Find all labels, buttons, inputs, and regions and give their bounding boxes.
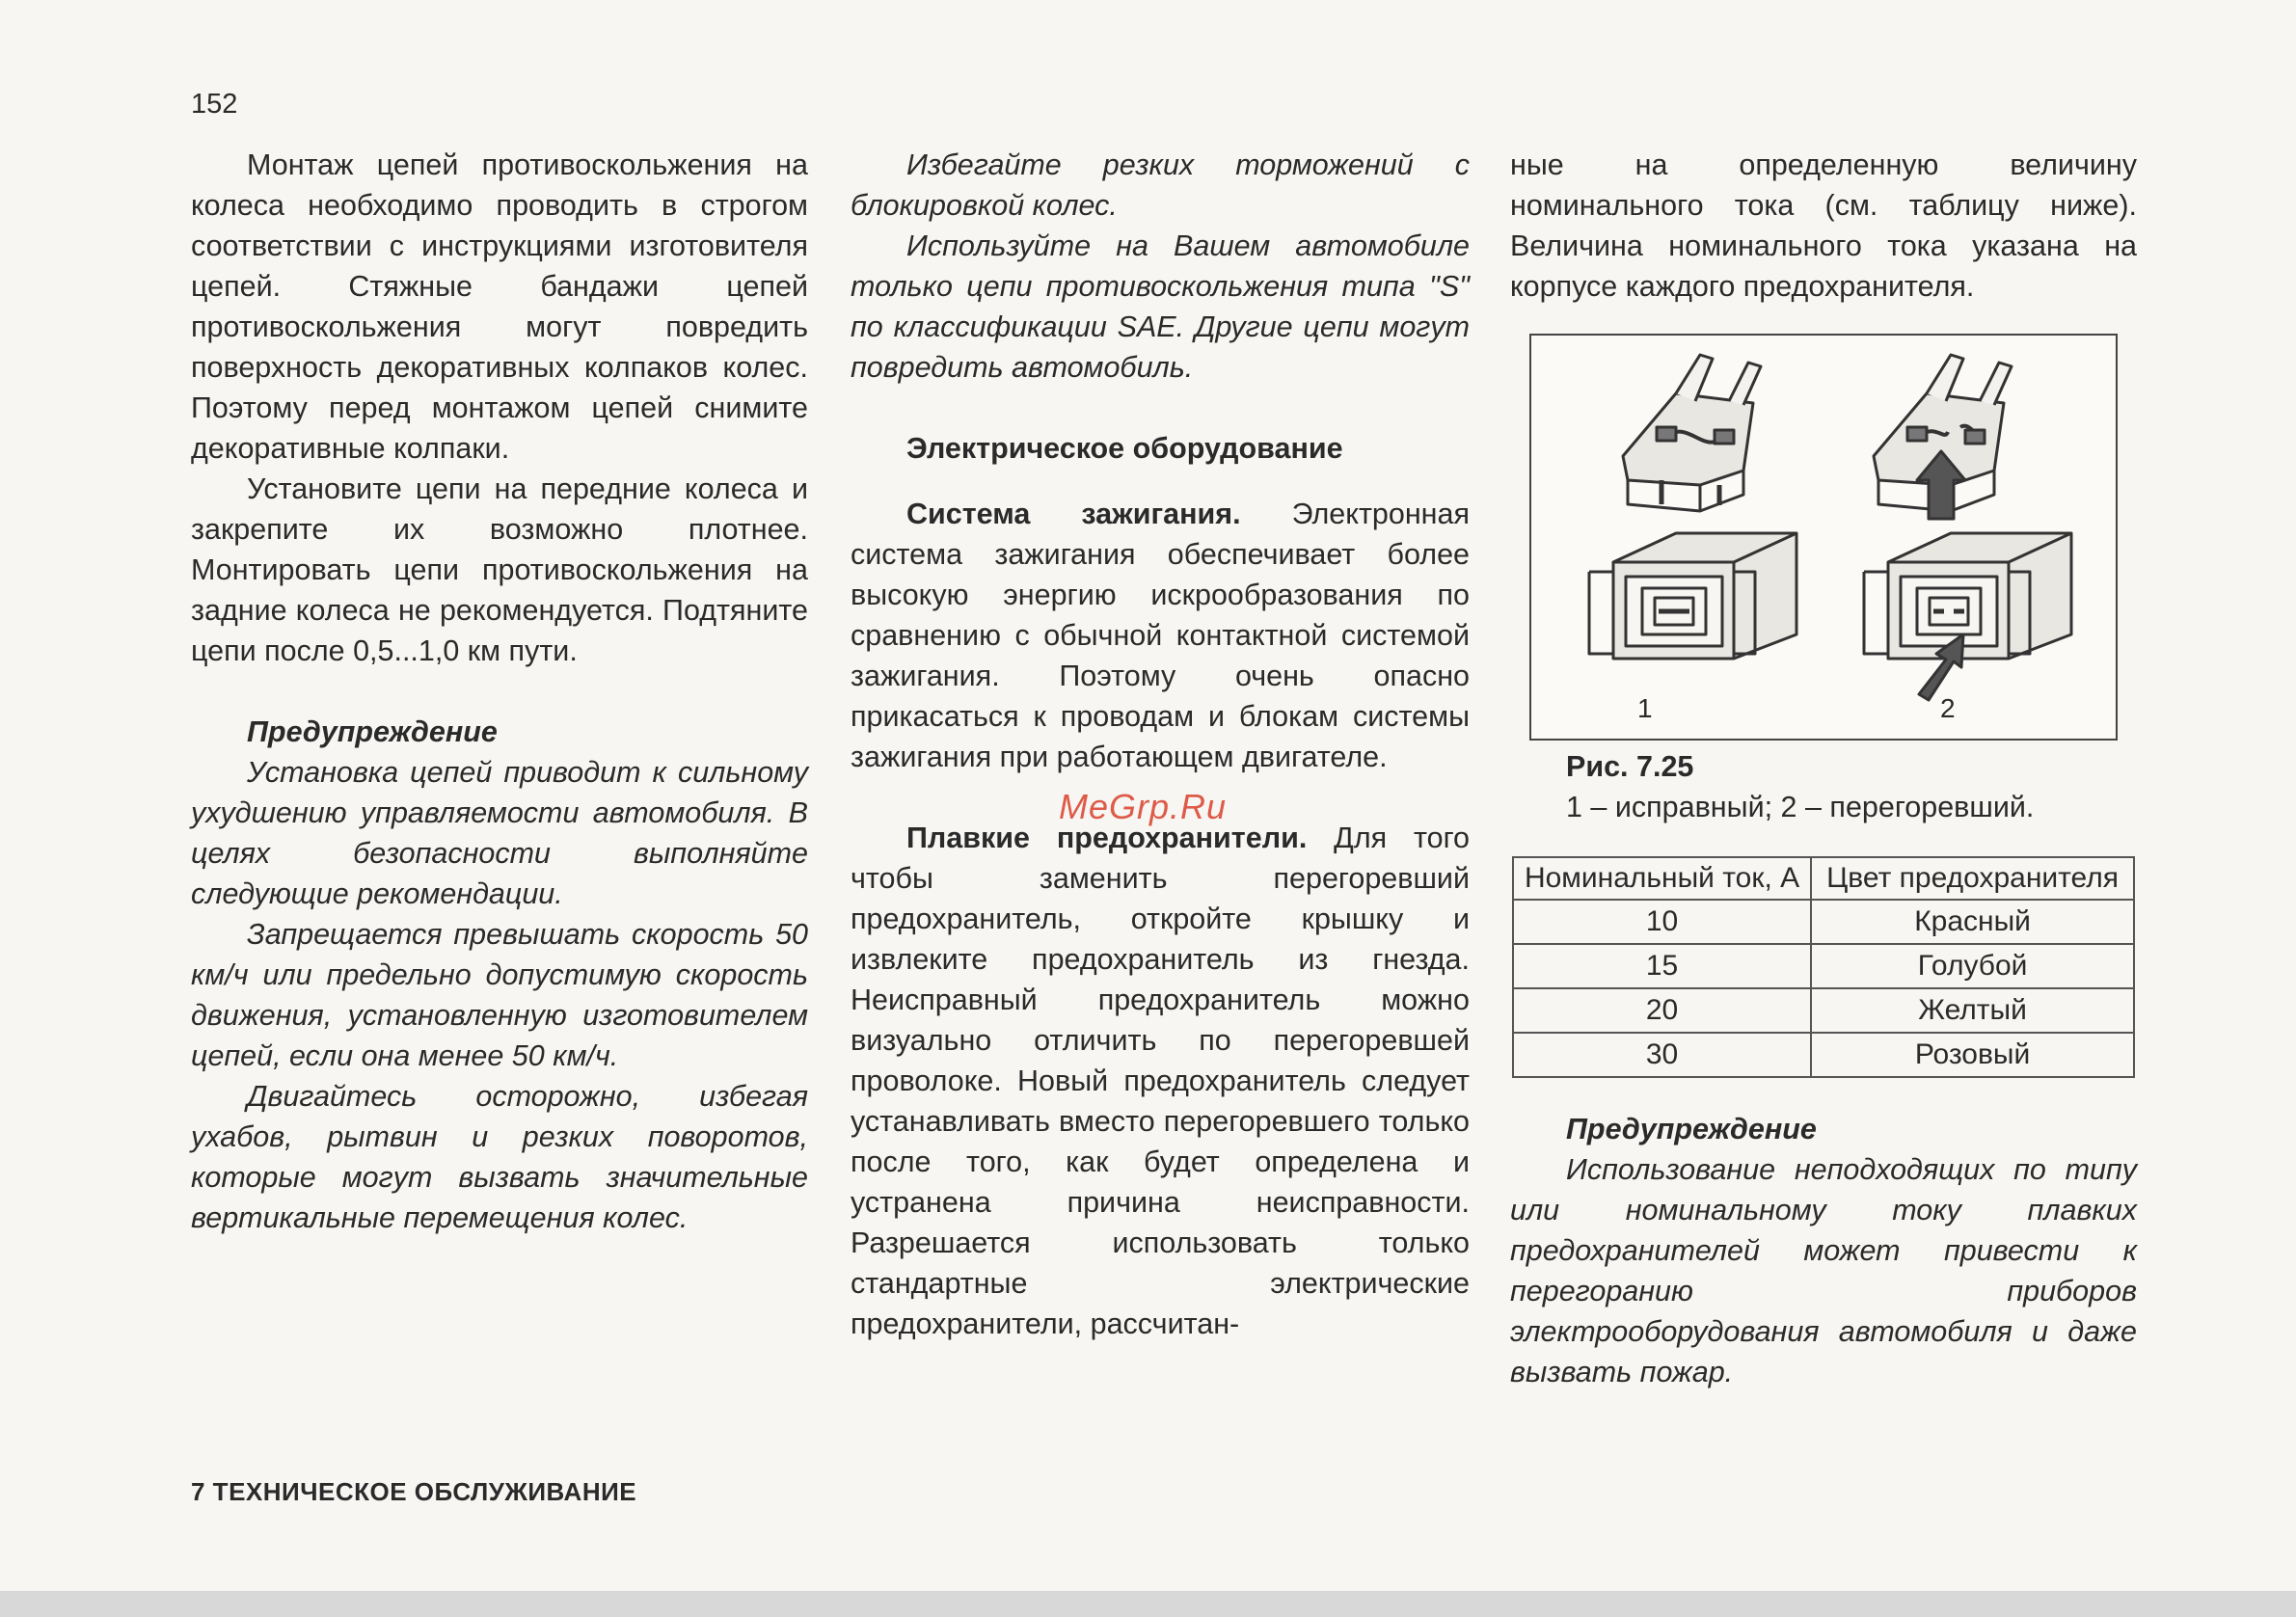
table-header-current: Номинальный ток, А	[1513, 857, 1811, 900]
table-cell-current: 10	[1513, 900, 1811, 944]
fuses-title: Плавкие предохранители.	[906, 822, 1308, 854]
warning-text-3: Двигайтесь осторожно, избегая ухабов, рытвин и резких поворотов, которые могут вызвать значительные вертикальные перемещения колес.	[191, 1080, 808, 1234]
warning-heading-2: Предупреждение	[1566, 1113, 1817, 1145]
table-cell-current: 30	[1513, 1033, 1811, 1077]
table-cell-current: 20	[1513, 988, 1811, 1033]
fuses-text: Для того чтобы заменить перегоревший предохранитель, откройте крышку и извлеките предохранитель из гнезда. Неисправный предохранитель можно визуально отличить по перегоревшей проволоке. Новый предохранитель следует устанавливать вместо перегоревшего только после того, как будет определена и устранена причина неисправности. Разрешается использовать только стандартные электрические предохранители, рассчитан-	[851, 822, 1470, 1340]
fuse-table	[1512, 856, 2135, 1078]
table-row	[1513, 988, 2134, 1033]
warning-text-5: Используйте на Вашем автомобиле только цепи противоскольжения типа "S" по классификации SAE. Другие цепи могут повредить автомобиль.	[851, 229, 1470, 384]
warning-text-1: Установка цепей приводит к сильному ухудшению управляемости автомобиля. В целях безопасности выполняйте следующие рекомендации.	[191, 756, 808, 910]
warning-text-4: Избегайте резких торможений с блокировкой колес.	[851, 148, 1470, 222]
table-row	[1513, 944, 2134, 988]
paragraph-chains-install: Установите цепи на передние колеса и закрепите их возможно плотнее. Монтировать цепи противоскольжения на задние колеса не рекомендуется. Подтяните цепи после 0,5...1,0 км пути.	[191, 472, 808, 667]
paragraph-chains-mounting: Монтаж цепей противоскольжения на колеса необходимо проводить в строгом соответствии с инструкциями изготовителя цепей. Стяжные бандажи цепей противоскольжения могут повредить поверхность декоративных колпаков колес. Поэтому перед монтажом цепей снимите декоративные колпаки.	[191, 148, 808, 465]
table-row	[1513, 1033, 2134, 1077]
page-number: 152	[191, 89, 238, 120]
section-title: Электрическое оборудование	[906, 432, 1343, 465]
figure-label-1: 1	[1637, 693, 1653, 723]
table-cell-color: Розовый	[1811, 1033, 2134, 1077]
table-row	[1513, 900, 2134, 944]
column-3	[1510, 145, 2137, 1392]
column-1	[191, 145, 808, 1238]
table-header-color: Цвет предохранителя	[1811, 857, 2134, 900]
column-2	[851, 145, 1470, 1344]
fuse-intact-bottom-icon	[1589, 533, 1796, 659]
bottom-edge	[0, 1591, 2296, 1617]
warning-text-2: Запрещается превышать скорость 50 км/ч или предельно допустимую скорость движения, установленную изготовителем цепей, если она менее 50 км/ч.	[191, 918, 808, 1072]
fuse-blown-bottom-icon	[1864, 533, 2071, 700]
figure-caption: Рис. 7.25	[1566, 750, 1694, 783]
fuse-illustration	[1531, 336, 2116, 739]
figure-legend: 1 – исправный; 2 – перегоревший.	[1566, 791, 2035, 823]
table-cell-current: 15	[1513, 944, 1811, 988]
footer-section-label: 7 ТЕХНИЧЕСКОЕ ОБСЛУЖИВАНИЕ	[191, 1477, 637, 1506]
table-cell-color: Красный	[1811, 900, 2134, 944]
paragraph-fuses	[851, 818, 1470, 1344]
table-cell-color: Желтый	[1811, 988, 2134, 1033]
ignition-text: Электронная система зажигания обеспечивает более высокую энергию искрообразования по сравнению с обычной контактной системой зажигания. Поэтому очень опасно прикасаться к проводам и блокам системы зажигания при работающем двигателе.	[851, 498, 1470, 773]
warning-heading: Предупреждение	[247, 715, 498, 748]
paragraph-ignition	[851, 494, 1470, 777]
ignition-title: Система зажигания.	[906, 498, 1241, 530]
figure-fuses	[1529, 334, 2118, 741]
table-header-row	[1513, 857, 2134, 900]
figure-label-2: 2	[1940, 693, 1956, 723]
fuse-blown-top-icon	[1874, 355, 2012, 519]
warning-text-fuses: Использование неподходящих по типу или номинальному току плавких предохранителей может привести к перегоранию приборов электрооборудования автомобиля и даже вызвать пожар.	[1510, 1153, 2137, 1388]
table-cell-color: Голубой	[1811, 944, 2134, 988]
watermark-logo: MeGrp.Ru	[1059, 787, 1228, 826]
paragraph-fuse-rating: ные на определенную величину номинального тока (см. таблицу ниже). Величина номинального тока указана на корпусе каждого предохранителя.	[1510, 148, 2137, 303]
fuse-intact-top-icon	[1623, 355, 1761, 511]
